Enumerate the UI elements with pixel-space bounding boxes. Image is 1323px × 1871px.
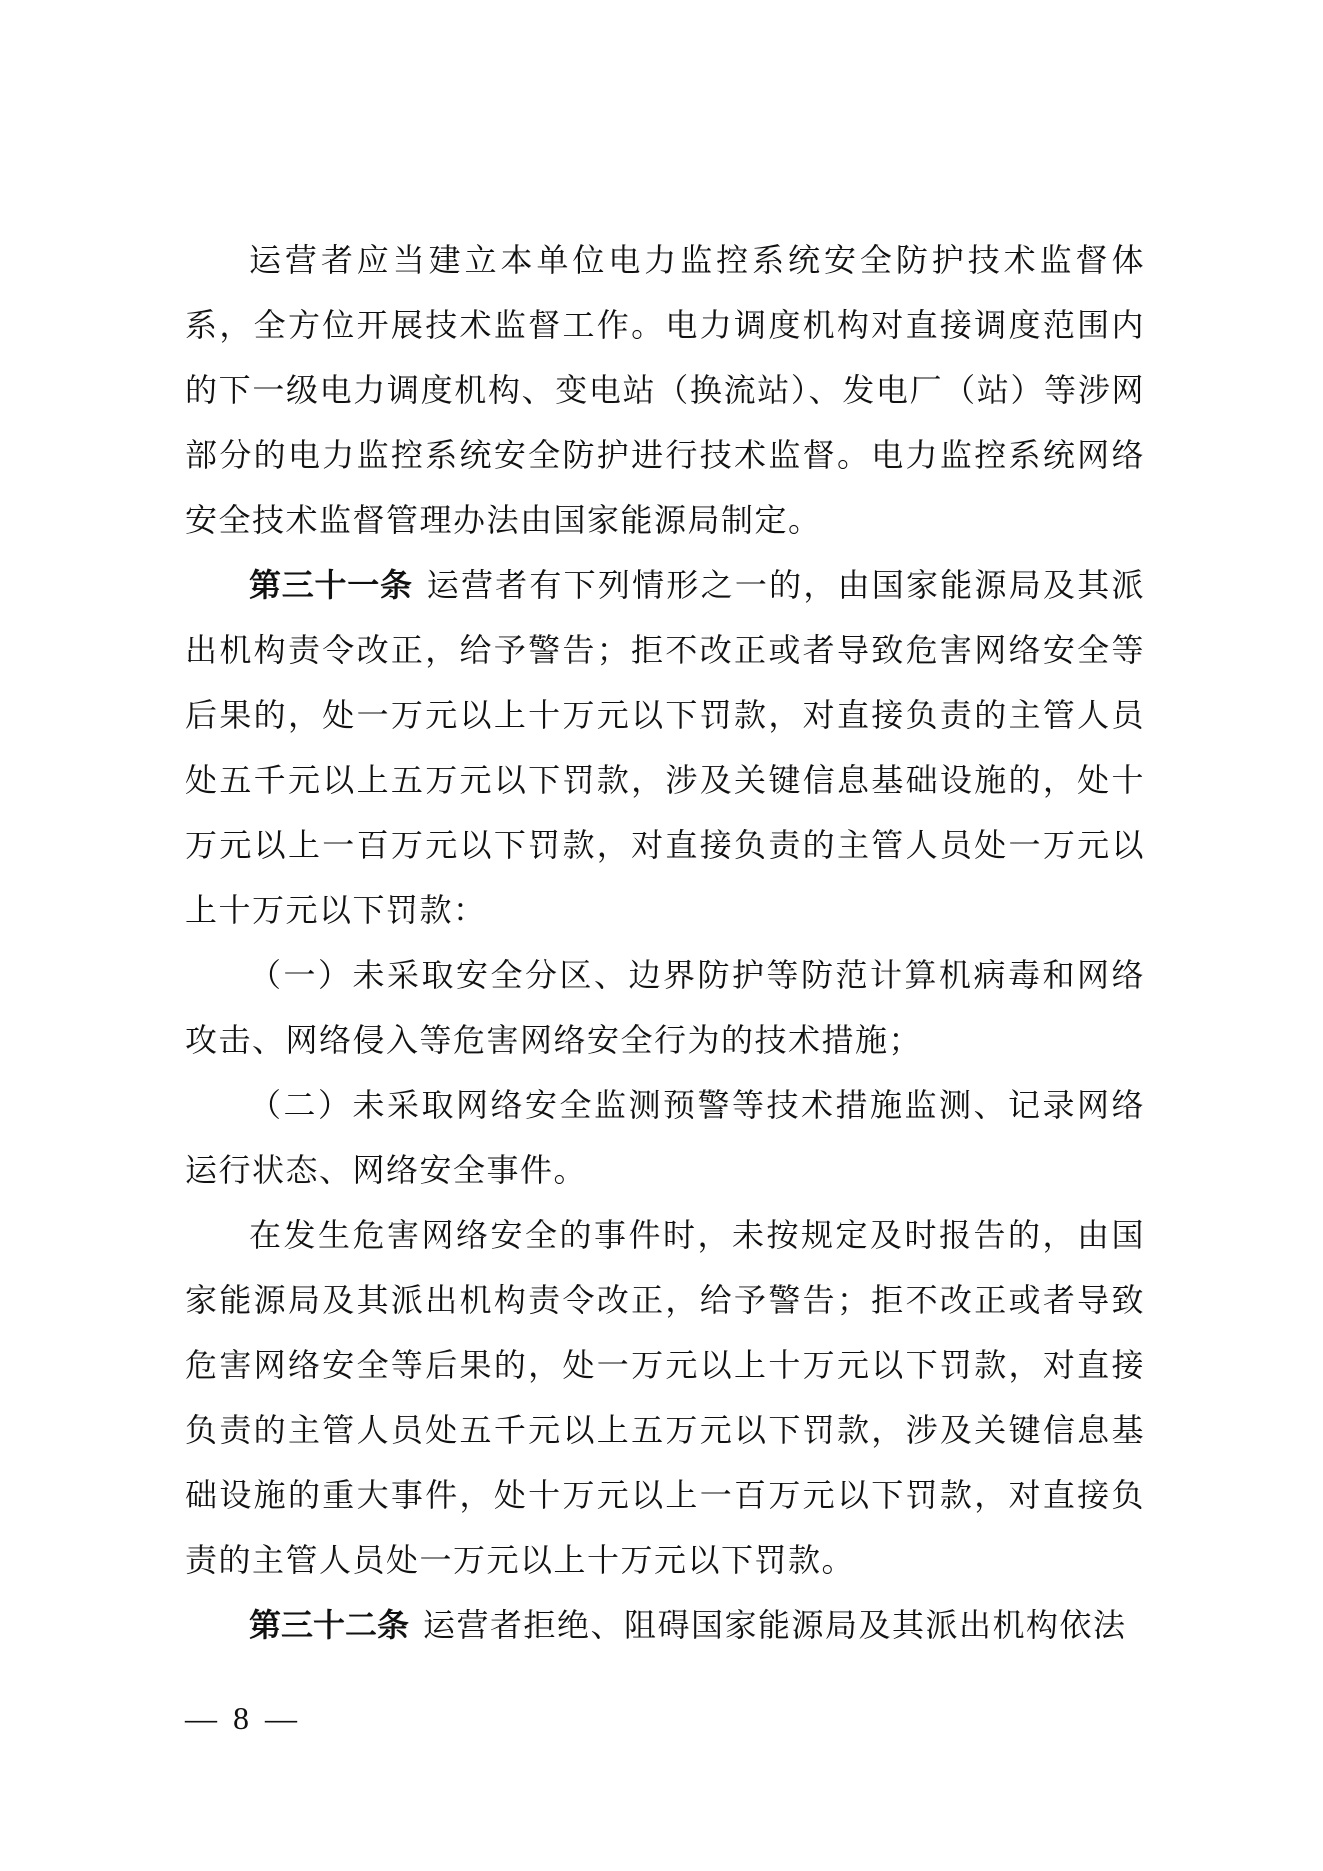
page-number: — 8 — <box>185 1700 301 1736</box>
list-item-text: （一）未采取安全分区、边界防护等防范计算机病毒和网络攻击、网络侵入等危害网络安全行为的技术措施； <box>185 956 1145 1059</box>
article-31 <box>185 553 1145 943</box>
paragraph-text: 运营者应当建立本单位电力监控系统安全防护技术监督体系，全方位开展技术监督工作。电力调度机构对直接调度范围内的下一级电力调度机构、变电站（换流站）、发电厂（站）等涉网部分的电力监控系统安全防护进行技术监督。电力监控系统网络安全技术监督管理办法由国家能源局制定。 <box>185 241 1145 539</box>
article-heading: 第三十一条 <box>249 566 413 604</box>
article-32 <box>185 1593 1145 1658</box>
article-heading: 第三十二条 <box>249 1606 410 1644</box>
article-text: 运营者拒绝、阻碍国家能源局及其派出机构依法 <box>423 1606 1127 1644</box>
list-item-text: （二）未采取网络安全监测预警等技术措施监测、记录网络运行状态、网络安全事件。 <box>185 1086 1145 1189</box>
document-body <box>185 228 1145 1658</box>
article-text: 运营者有下列情形之一的，由国家能源局及其派出机构责令改正，给予警告；拒不改正或者导致危害网络安全等后果的，处一万元以上十万元以下罚款，对直接负责的主管人员处五千元以上五万元以下罚款，涉及关键信息基础设施的，处十万元以上一百万元以下罚款，对直接负责的主管人员处一万元以上十万元以下罚款： <box>185 566 1145 929</box>
list-item-2 <box>185 1073 1145 1203</box>
paragraph <box>185 1203 1145 1593</box>
list-item-1 <box>185 943 1145 1073</box>
paragraph <box>185 228 1145 553</box>
paragraph-text: 在发生危害网络安全的事件时，未按规定及时报告的，由国家能源局及其派出机构责令改正，给予警告；拒不改正或者导致危害网络安全等后果的，处一万元以上十万元以下罚款，对直接负责的主管人员处五千元以上五万元以下罚款，涉及关键信息基础设施的重大事件，处十万元以上一百万元以下罚款，对直接负责的主管人员处一万元以上十万元以下罚款。 <box>185 1216 1145 1579</box>
